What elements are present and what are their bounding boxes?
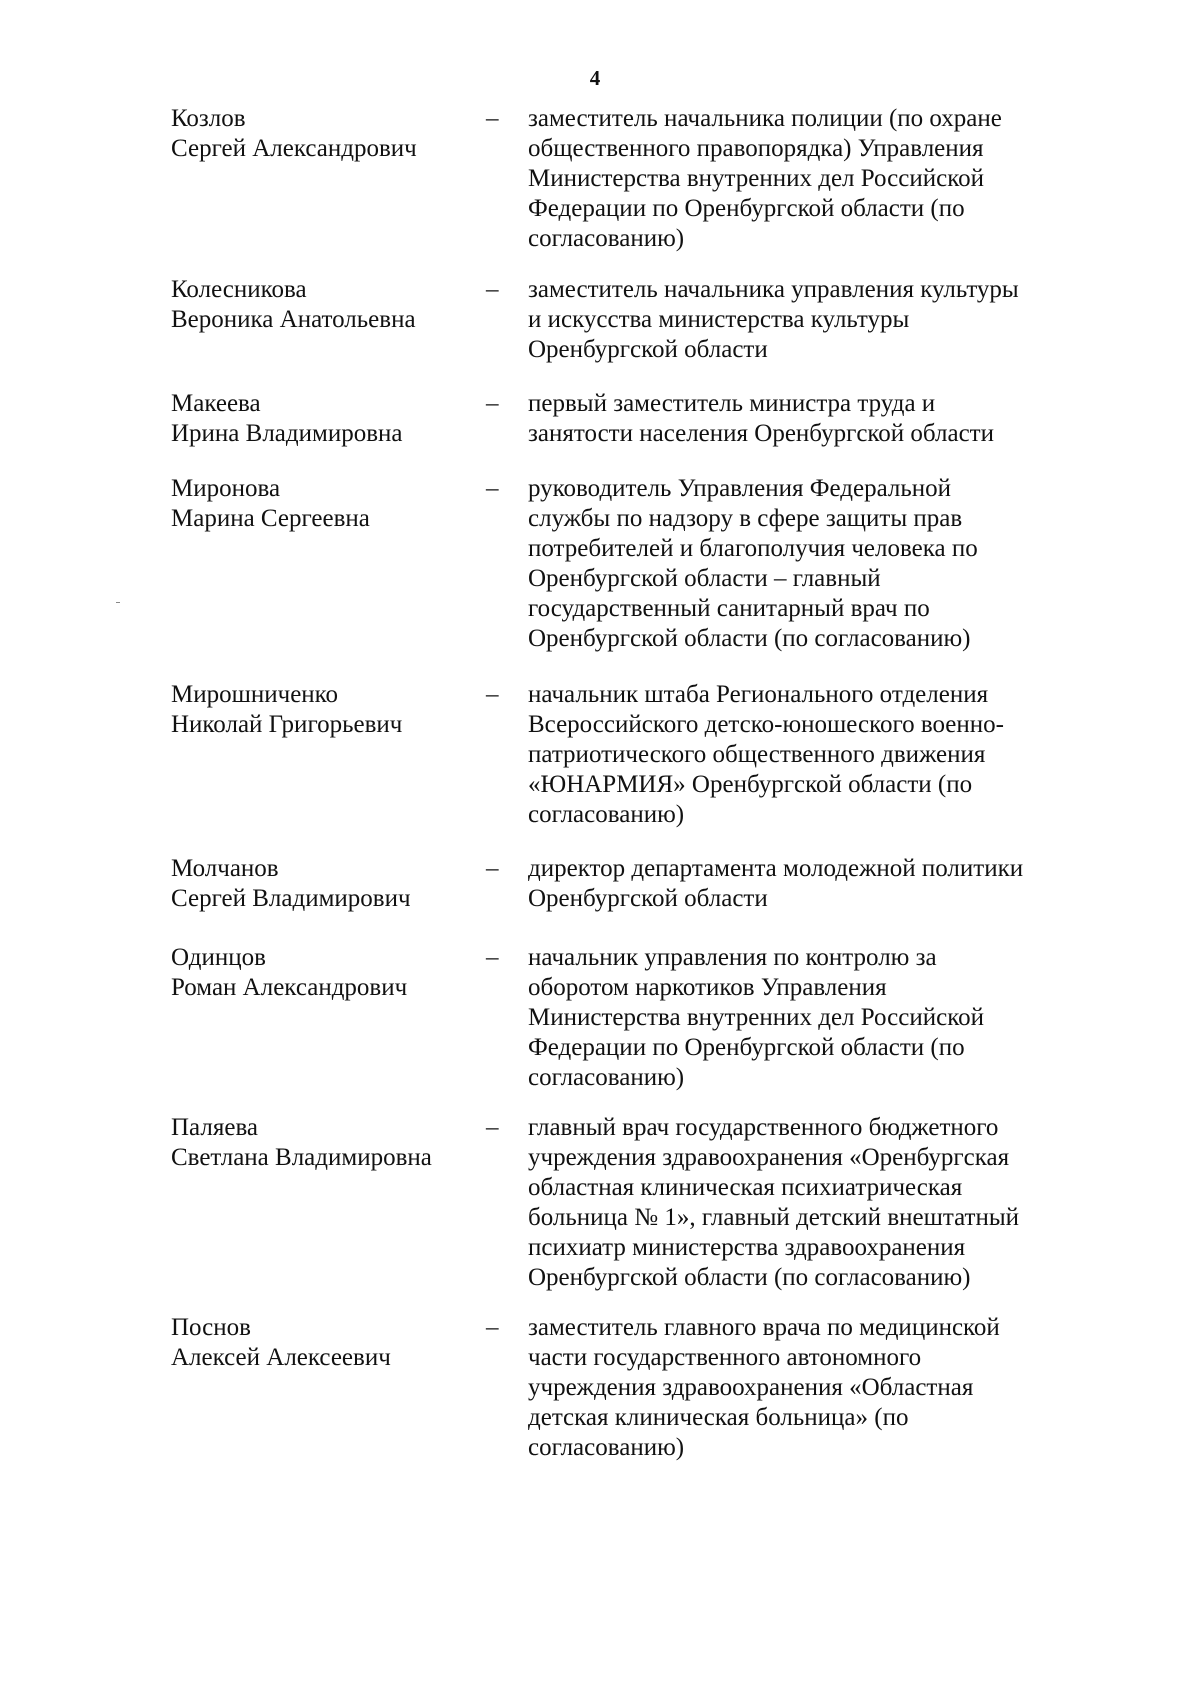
member-dash: – [486,475,499,502]
member-dash: – [486,276,499,303]
member-role: начальник штаба Регионального отделения Всероссийского детско-юношеского военно- патриотического общественного движения «ЮНАРМИЯ» Оренбургской области (по согласованию) [528,681,1004,828]
member-name: Одинцов Роман Александрович [171,944,408,1001]
member-dash: – [486,1114,499,1141]
scan-speck [116,602,120,603]
member-dash: – [486,681,499,708]
member-name: Макеева Ирина Владимировна [171,390,403,447]
member-name: Молчанов Сергей Владимирович [171,855,411,912]
member-role: начальник управления по контролю за оборотом наркотиков Управления Министерства внутренних дел Российской Федерации по Оренбургской области (по согласованию) [528,944,984,1091]
member-role: главный врач государственного бюджетного учреждения здравоохранения «Оренбургская областная клиническая психиатрическая больница № 1», главный детский внештатный психиатр министерства здравоохранения Оренбургской области (по согласованию) [528,1114,1020,1291]
member-name: Колесникова Вероника Анатольевна [171,276,416,333]
member-dash: – [486,1314,499,1341]
member-name: Миронова Марина Сергеевна [171,475,370,532]
member-name: Мирошниченко Николай Григорьевич [171,681,403,738]
member-role: заместитель начальника управления культуры и искусства министерства культуры Оренбургской области [528,276,1019,363]
member-role: директор департамента молодежной политики Оренбургской области [528,855,1024,912]
member-role: заместитель начальника полиции (по охране общественного правопорядка) Управления Министерства внутренних дел Российской Федерации по Оренбургской области (по согласованию) [528,105,1002,252]
member-dash: – [486,105,499,132]
member-name: Поснов Алексей Алексеевич [171,1314,391,1371]
member-dash: – [486,855,499,882]
member-role: первый заместитель министра труда и занятости населения Оренбургской области [528,390,994,447]
member-name: Козлов Сергей Александрович [171,105,417,162]
member-dash: – [486,944,499,971]
page-number: 4 [589,66,601,90]
member-role: руководитель Управления Федеральной службы по надзору в сфере защиты прав потребителей и благополучия человека по Оренбургской области – главный государственный санитарный врач по Оренбургской области (по согласованию) [528,475,978,652]
member-name: Паляева Светлана Владимировна [171,1114,432,1171]
member-dash: – [486,390,499,417]
member-role: заместитель главного врача по медицинской части государственного автономного учреждения здравоохранения «Областная детская клиническая больница» (по согласованию) [528,1314,1000,1461]
